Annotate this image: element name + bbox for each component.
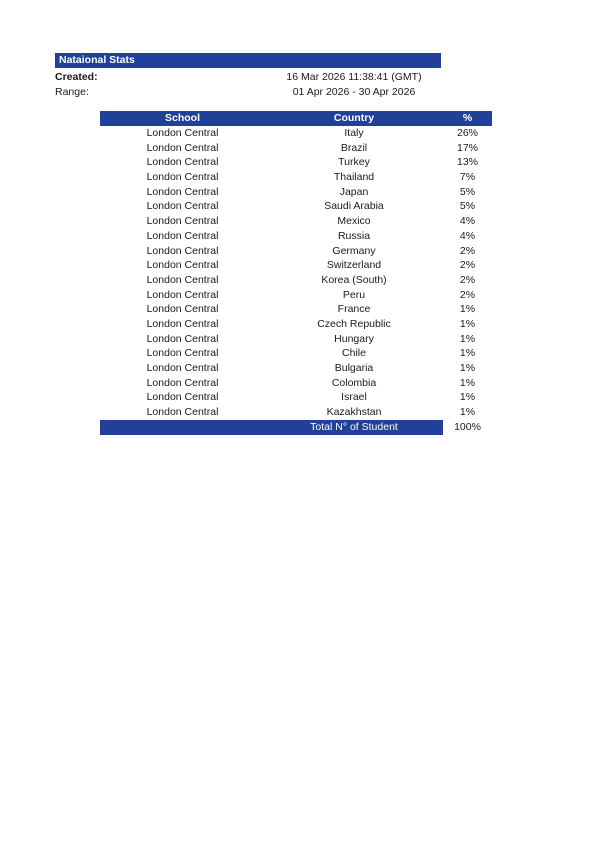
row-school-cell: London Central [146, 171, 219, 184]
row-school-cell: London Central [146, 332, 219, 345]
table-row [100, 302, 492, 317]
table-row [100, 273, 492, 288]
table-body [100, 126, 492, 420]
created-row [55, 70, 492, 85]
row-country-cell: Hungary [334, 332, 374, 345]
table-row [100, 258, 492, 273]
created-label: Created: [55, 71, 98, 83]
created-value: 16 Mar 2026 11:38:41 (GMT) [286, 71, 422, 83]
row-school-cell: London Central [146, 347, 219, 360]
row-percent-cell: 13% [456, 156, 478, 169]
row-percent-cell: 4% [459, 215, 476, 228]
table-row [100, 126, 492, 141]
table-header-row [100, 111, 492, 126]
row-country-cell: Switzerland [326, 259, 382, 272]
table-row [100, 346, 492, 361]
row-school-cell: London Central [146, 273, 219, 286]
row-country-cell: Germany [332, 244, 376, 257]
stats-table [100, 111, 492, 435]
range-label: Range: [55, 86, 89, 98]
table-row [100, 229, 492, 244]
row-percent-cell: 2% [459, 288, 476, 301]
row-school-cell: London Central [146, 406, 219, 419]
row-country-cell: Peru [342, 288, 366, 301]
row-percent-cell: 2% [459, 259, 476, 272]
row-country-cell: Kazakhstan [326, 406, 382, 419]
row-percent-cell: 5% [459, 185, 476, 198]
row-country-cell: Thailand [333, 171, 375, 184]
table-row [100, 332, 492, 347]
row-percent-cell: 1% [459, 317, 476, 330]
row-school-cell: London Central [146, 259, 219, 272]
row-percent-cell: 1% [459, 347, 476, 360]
row-country-cell: Czech Republic [317, 317, 391, 330]
table-row [100, 390, 492, 405]
row-percent-cell: 1% [459, 391, 476, 404]
row-percent-cell: 26% [456, 127, 478, 139]
header-school: School [164, 112, 200, 124]
row-country-cell: Brazil [340, 141, 368, 154]
total-row [100, 420, 492, 435]
header-percent: % [462, 112, 473, 124]
row-school-cell: London Central [146, 229, 219, 242]
row-school-cell: London Central [146, 156, 219, 169]
report-title-bar [55, 53, 441, 68]
row-percent-cell: 7% [459, 171, 476, 184]
row-school-cell: London Central [146, 362, 219, 374]
row-school-cell: London Central [146, 391, 219, 404]
table-row [100, 141, 492, 156]
row-school-cell: London Central [146, 127, 219, 139]
table-row [100, 405, 492, 420]
row-country-cell: Mexico [337, 215, 371, 228]
report-title: Nataional Stats [59, 54, 135, 66]
total-label: Total N° of Student [310, 421, 398, 434]
range-row [55, 85, 492, 100]
row-country-cell: Israel [341, 391, 367, 404]
table-row [100, 376, 492, 391]
row-percent-cell: 1% [459, 303, 476, 316]
table-row [100, 361, 492, 376]
row-country-cell: France [337, 303, 371, 316]
row-country-cell: Japan [339, 185, 369, 198]
row-percent-cell: 4% [459, 229, 476, 242]
row-percent-cell: 2% [459, 273, 476, 286]
row-school-cell: London Central [146, 376, 219, 389]
row-country-cell: Saudi Arabia [324, 200, 384, 213]
row-school-cell: London Central [146, 185, 219, 198]
table-row [100, 185, 492, 200]
row-percent-cell: 1% [459, 332, 476, 345]
row-school-cell: London Central [146, 215, 219, 228]
row-school-cell: London Central [146, 317, 219, 330]
table-row [100, 244, 492, 259]
table-row [100, 155, 492, 170]
row-country-cell: Italy [344, 127, 364, 139]
header-country: Country [333, 112, 375, 124]
total-bar [100, 420, 443, 435]
row-school-cell: London Central [146, 303, 219, 316]
row-school-cell: London Central [146, 244, 219, 257]
row-school-cell: London Central [146, 141, 219, 154]
row-percent-cell: 17% [456, 141, 478, 154]
row-percent-cell: 1% [459, 362, 476, 374]
table-row [100, 317, 492, 332]
row-country-cell: Chile [342, 347, 366, 360]
row-country-cell: Korea (South) [321, 273, 387, 286]
row-country-cell: Russia [337, 229, 371, 242]
row-country-cell: Colombia [331, 376, 377, 389]
row-percent-cell: 1% [459, 406, 476, 419]
table-row [100, 288, 492, 303]
row-percent-cell: 5% [459, 200, 476, 213]
row-percent-cell: 1% [459, 376, 476, 389]
total-percent: 100% [454, 421, 481, 434]
range-value: 01 Apr 2026 - 30 Apr 2026 [292, 86, 416, 98]
table-row [100, 170, 492, 185]
row-school-cell: London Central [146, 288, 219, 301]
row-percent-cell: 2% [459, 244, 476, 257]
table-row [100, 199, 492, 214]
row-country-cell: Turkey [338, 156, 370, 169]
table-row [100, 214, 492, 229]
row-country-cell: Bulgaria [334, 362, 374, 374]
row-school-cell: London Central [146, 200, 219, 213]
